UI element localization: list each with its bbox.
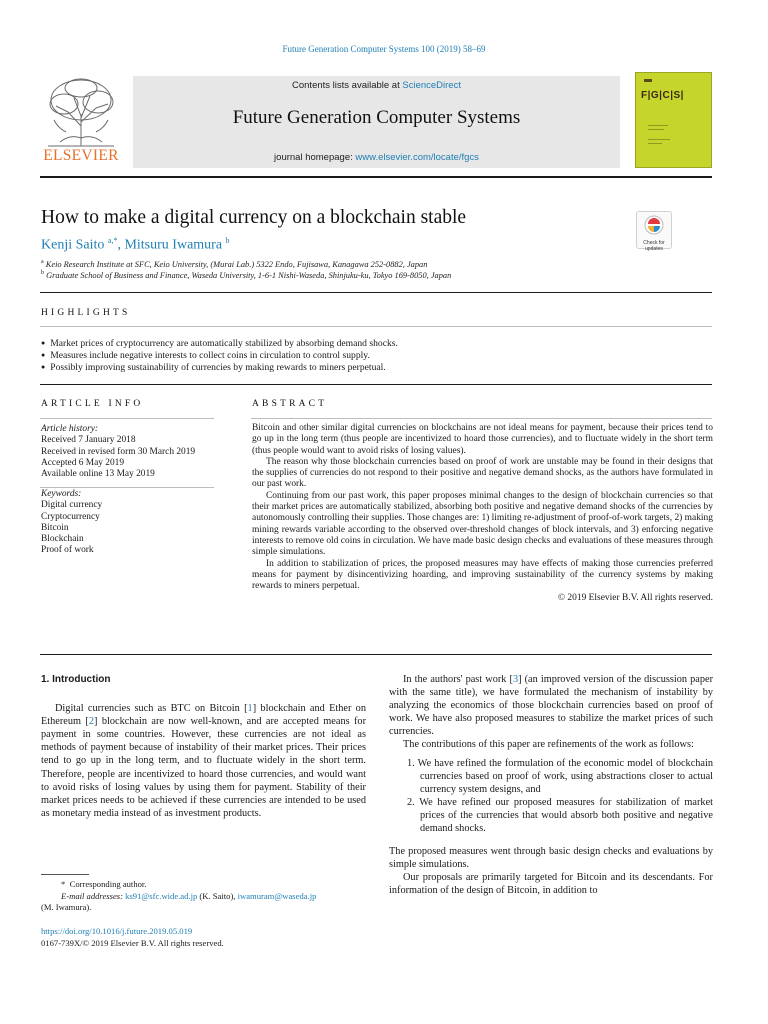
highlights-list [41, 338, 713, 374]
highlight-item: ● Measures include negative interests to collect coins in circulation to control supply. [41, 350, 713, 362]
body-column-right [389, 673, 713, 898]
abstract-paragraph: Continuing from our past work, this paper proposes minimal changes to the design of blockchain currencies so that their market prices are automatically stabilized, absorbing both positive and negative demand shocks of the currencies by autonomously controlling their supplies. Those changes are: 1) limiting re-adjustment of proof-of-work targets, 2) making mining rewards variable according to the observed over-threshold changes of block intervals, and 3) enforcing negative interests to remove old coins in circulation. We have made basic design checks and evaluations of these measures through simple simulations. [252, 490, 713, 558]
keywords-rule [40, 487, 214, 488]
author-list [41, 236, 230, 254]
journal-title: Future Generation Computer Systems [232, 107, 521, 128]
abstract-rule [251, 418, 712, 419]
abstract-copyright: © 2019 Elsevier B.V. All rights reserved. [557, 593, 713, 604]
homepage-line [133, 152, 620, 163]
elsevier-wordmark: ELSEVIER [43, 147, 119, 164]
body-paragraph [41, 702, 366, 820]
abstract-paragraph: In addition to stabilization of prices, the proposed measures may have effects of making those currencies preferred means for payment by disincentivizing hoarding, and improving sustainability of the currency systems by making rewards to miners perpetual. [252, 558, 713, 592]
contribution-item: 2. We have refined our proposed measures for stabilization of market prices of the currencies that would absorb both positive and negative demand shocks. [407, 796, 713, 835]
doi-link[interactable]: https://doi.org/10.1016/j.future.2019.05.019 [41, 926, 193, 936]
section-heading: 1. Introduction [41, 674, 111, 685]
cover-text-line [648, 125, 668, 126]
sciencedirect-link[interactable]: ScienceDirect [402, 80, 461, 91]
journal-homepage-link[interactable]: www.elsevier.com/locate/fgcs [355, 152, 479, 163]
homepage-prefix: journal homepage: [274, 152, 356, 163]
contributions-list [389, 757, 713, 836]
footnote [41, 879, 366, 914]
body-paragraph: The contributions of this paper are refinements of the work as follows: [403, 739, 694, 751]
author-marks[interactable]: a,* [107, 236, 118, 245]
doi-block [41, 926, 224, 949]
keyword: Bitcoin [41, 522, 69, 533]
highlight-item: ● Market prices of cryptocurrency are automatically stabilized by absorbing demand shocks. [41, 338, 713, 350]
email-link[interactable]: iwamuram@waseda.jp [237, 890, 317, 901]
email-owner: (M. Iwamura). [41, 902, 92, 912]
keywords [41, 489, 102, 557]
title-rule [40, 292, 712, 293]
header-rule [40, 176, 712, 178]
abstract-body [252, 423, 713, 605]
highlight-item: ● Possibly improving sustainability of currencies by making rewards to miners perpetual. [41, 362, 713, 374]
article-info-rule [40, 418, 214, 419]
paper-title: How to make a digital currency on a blockchain stable [41, 207, 467, 228]
email-link[interactable]: ks91@sfc.wide.ad.jp [125, 890, 198, 901]
author-name[interactable]: Kenji Saito [41, 237, 105, 253]
body-text: ] blockchain and Ether on Ethereum [ [41, 703, 366, 728]
body-text: ] (an improved version of the discussion paper with the same title), we have formulated the mechanism of instability by analyzing the economics of those blockchain currencies based on proof of work. We have also proposed measures to stabilize the market prices of such currencies. [389, 674, 714, 738]
footnote-rule [41, 874, 89, 875]
elsevier-logo[interactable] [40, 76, 122, 166]
footnote-emails [41, 891, 366, 903]
citation-link[interactable]: 3 [512, 674, 519, 685]
affiliation [41, 270, 451, 280]
body-text: ] blockchain are now well-known, and are accepted means for payment in some countries. However, these currencies are not ideal as methods of payment because of instability of their market prices. Their prices tend to go up in the long term, and to fluctuate widely in the short term. Therefore, people are incentivized to hoard those currencies, and would want to avoid risks of losing values by using them for payment. Stability of their market prices needs to be achieved if these currencies are intended to be used as monetary media instead of as investment products. [41, 716, 367, 819]
article-history-label: Article history: [41, 424, 99, 434]
history-entry: Received in revised form 30 March 2019 [41, 446, 196, 457]
journal-citation[interactable]: Future Generation Computer Systems 100 (2019) 58–69 [282, 44, 486, 54]
history-entry: Available online 13 May 2019 [41, 469, 155, 480]
article-info-heading: ARTICLE INFO [41, 399, 144, 409]
crossmark-icon [644, 215, 664, 235]
journal-cover-thumbnail[interactable] [635, 72, 712, 168]
crossmark-label: Check for updates [643, 240, 665, 252]
keyword: Digital currency [41, 500, 103, 511]
highlights-heading: HIGHLIGHTS [41, 308, 131, 318]
cover-label: F|G|C|S| [641, 90, 684, 101]
abstract-paragraph: Bitcoin and other similar digital currencies on blockchains are not ideal means for payment, because their prices tend to go up in the long term (thus people are incentivized to hoard those currencies), and to fluctuate widely in the short term (thus people would want to avoid risks of losing values). [252, 423, 713, 456]
cover-text-line [648, 129, 664, 130]
footnote-mark: * [61, 879, 66, 889]
affiliation [41, 259, 427, 269]
email-owner: (K. Saito), [197, 890, 238, 901]
cover-text-line [648, 139, 670, 140]
article-history [41, 424, 195, 480]
issn-line: 0167-739X/© 2019 Elsevier B.V. All rights reserved. [41, 937, 224, 948]
body-text: Digital currencies such as BTC on Bitcoin [ [55, 703, 248, 715]
masthead [133, 76, 620, 168]
affiliation-text: Keio Research Institute at SFC, Keio University, (Murai Lab.) 5322 Endo, Fujisawa, Kanagawa 252-0882, Japan [45, 259, 428, 269]
elsevier-tree-icon [40, 76, 122, 148]
keyword: Blockchain [41, 534, 84, 545]
email-label: E-mail addresses: [61, 890, 126, 901]
highlights-bottom-rule [40, 384, 712, 385]
footnote-text: Corresponding author. [69, 879, 147, 889]
body-paragraph [389, 673, 713, 738]
body-paragraph: Our proposals are primarily targeted for Bitcoin and its descendants. For information of the design of Bitcoin, in addition to [389, 872, 713, 897]
body-text: In the authors' past work [ [403, 674, 513, 685]
contents-prefix: Contents lists available at [292, 80, 403, 91]
contents-line [133, 80, 620, 91]
author-separator: , [117, 237, 125, 253]
keywords-label: Keywords: [41, 489, 82, 499]
affiliation-text: Graduate School of Business and Finance, Waseda University, 1-6-1 Nishi-Waseda, Shinjuku-ku, Tokyo 169-8050, Japan [46, 270, 452, 280]
citation-link[interactable]: 1 [247, 703, 253, 715]
footnote-corresponding [41, 879, 366, 891]
body-paragraph: The proposed measures went through basic design checks and evaluations by simple simulations. [389, 846, 713, 871]
check-for-updates-badge[interactable] [636, 211, 672, 252]
author-name[interactable]: Mitsuru Iwamura [124, 237, 223, 253]
cover-text-line [648, 143, 662, 144]
abstract-paragraph: The reason why those blockchain currencies based on proof of work are unstable may be found in their designs that the supplies of currencies do not respond to their positive and negative demand shocks, as the authors have formulated in our past work. [252, 456, 713, 490]
author-marks[interactable]: b [225, 236, 230, 245]
affiliation-mark: a [41, 259, 44, 265]
keyword: Proof of work [41, 545, 94, 556]
abstract-bottom-rule [40, 654, 712, 655]
abstract-heading: ABSTRACT [252, 399, 328, 409]
cover-emblem-icon [644, 79, 652, 82]
citation-link[interactable]: 2 [88, 716, 95, 728]
history-entry: Received 7 January 2018 [41, 435, 136, 446]
highlights-rule [40, 326, 712, 327]
body-column-left [41, 673, 366, 820]
affiliation-mark: b [41, 270, 44, 276]
history-entry: Accepted 6 May 2019 [41, 457, 125, 468]
keyword: Cryptocurrency [41, 511, 100, 522]
contribution-item: 1. We have refined the formulation of the economic model of blockchain currencies based on proof of work, using abstractions closer to actual currency system designs, and [407, 757, 713, 795]
